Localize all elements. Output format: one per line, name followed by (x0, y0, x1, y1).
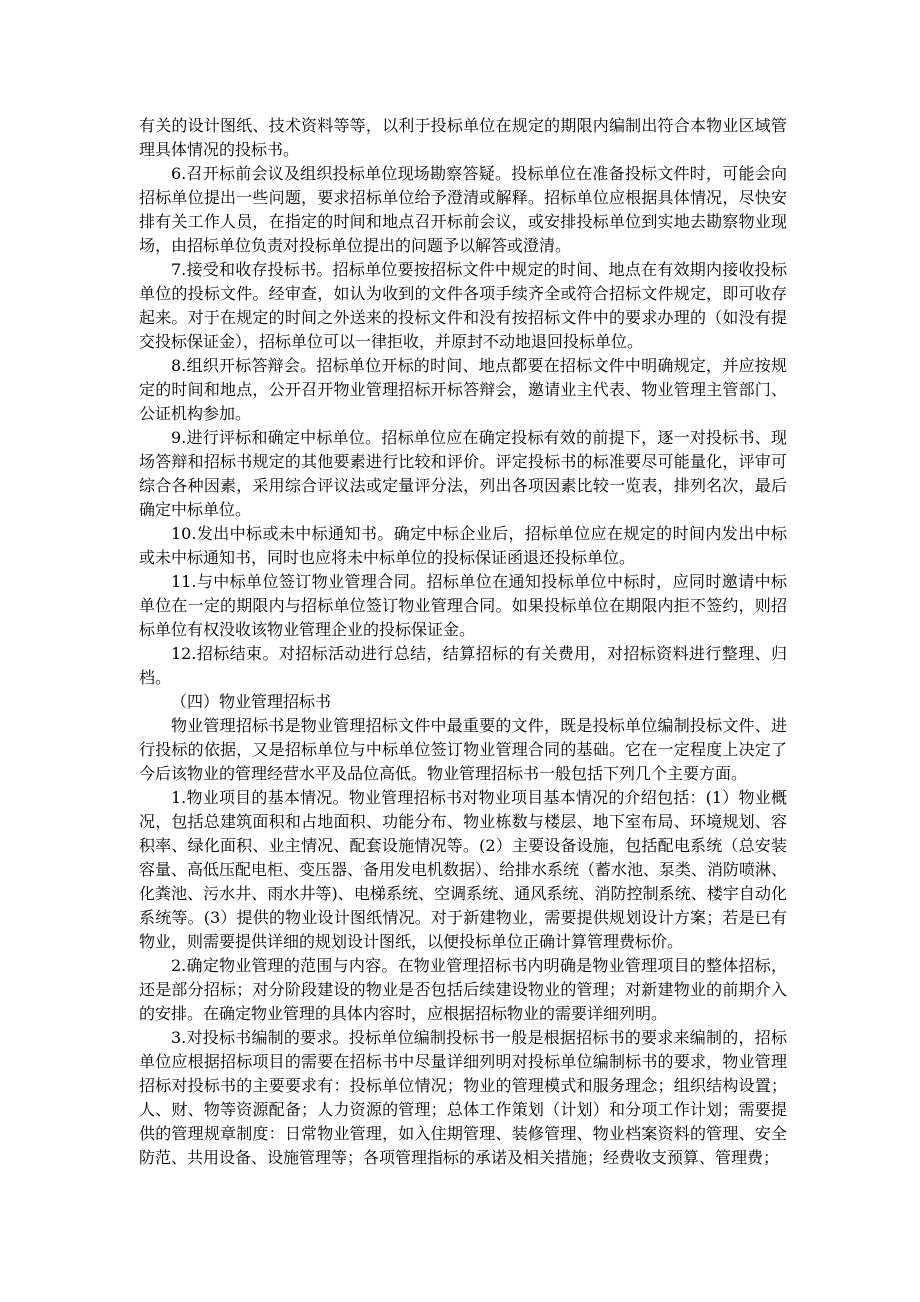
paragraph-item-2: 2.确定物业管理的范围与内容。在物业管理招标书内明确是物业管理项目的整体招标，还是部分招标；对分阶段建设的物业是否包括后续建设物业的管理；对新建物业的前期介入的安排。在确定物业管理的具体内容时，应根据招标物业的需要详细列明。 (139, 956, 787, 1023)
paragraph-step-6: 6.召开标前会议及组织投标单位现场勘察答疑。投标单位在准备投标文件时，可能会向招标单位提出一些问题，要求招标单位给予澄清或解释。招标单位应根据具体情况，尽快安排有关工作人员，在指定的时间和地点召开标前会议，或安排投标单位到实地去勘察物业现场，由招标单位负责对投标单位提出的问题予以解答或澄清。 (139, 164, 787, 255)
section-heading: （四）物业管理招标书 (171, 692, 332, 711)
paragraph-item-1: 1.物业项目的基本情况。物业管理招标书对物业项目基本情况的介绍包括：(1）物业概况，包括总建筑面积和占地面积、功能分布、物业栋数与楼层、地下室布局、环境规划、容积率、绿化面积、业主情况、配套设施情况等。(2）主要设备设施，包括配电系统（总安装容量、高低压配电柜、变压器、备用发电机数据）、给排水系统（蓄水池、泵类、消防喷淋、化粪池、污水井、雨水井等)、电梯系统、空调系统、通风系统、消防控制系统、楼宇自动化系统等。(3）提供的物业设计图纸情况。对于新建物业，需要提供规划设计方案；若是已有物业，则需要提供详细的规划设计图纸，以便投标单位正确计算管理费标价。 (139, 788, 788, 951)
paragraph-item-3: 3.对投标书编制的要求。投标单位编制投标书一般是根据招标书的要求来编制的，招标单位应根据招标项目的需要在招标书中尽量详细列明对投标单位编制标书的要求，物业管理招标对投标书的主要要求有：投标单位情况；物业的管理模式和服务理念；组织结构设置；人、财、物等资源配备；人力资源的管理；总体工作策划（计划）和分项工作计划；需要提供的管理规章制度：日常物业管理，如入住期管理、装修管理、物业档案资料的管理、安全防范、共用设备、设施管理等；各项管理指标的承诺及相关措施；经费收支预算、管理费； (139, 1028, 787, 1167)
paragraph-step-11: 11.与中标单位签订物业管理合同。招标单位在通知投标单位中标时，应同时邀请中标单位在一定的期限内与招标单位签订物业管理合同。如果投标单位在期限内拒不签约，则招标单位有权没收该物业管理企业的投标保证金。 (139, 572, 787, 639)
paragraph-intro: 物业管理招标书是物业管理招标文件中最重要的文件，既是投标单位编制投标文件、进行投标的依据，又是招标单位与中标单位签订物业管理合同的基础。它在一定程度上决定了今后该物业的管理经营水平及品位高低。物业管理招标书一般包括下列几个主要方面。 (139, 716, 787, 783)
document-page (139, 114, 787, 1170)
paragraph-step-12: 12.招标结束。对招标活动进行总结，结算招标的有关费用，对招标资料进行整理、归档。 (139, 644, 787, 687)
paragraph-step-9: 9.进行评标和确定中标单位。招标单位应在确定投标有效的前提下，逐一对投标书、现场答辩和招标书规定的其他要素进行比较和评价。评定投标书的标准要尽可能量化，评审可综合各种因素，采用综合评议法或定量评分法，列出各项因素比较一览表，排列名次，最后确定中标单位。 (139, 428, 787, 519)
paragraph-step-10: 10.发出中标或未中标通知书。确定中标企业后，招标单位应在规定的时间内发出中标或未中标通知书，同时也应将未中标单位的投标保证函退还投标单位。 (139, 524, 787, 567)
paragraph-step-7: 7.接受和收存投标书。招标单位要按招标文件中规定的时间、地点在有效期内接收投标单位的投标文件。经审查，如认为收到的文件各项手续齐全或符合招标文件规定，即可收存起来。对于在规定的时间之外送来的投标文件和没有按招标文件中的要求办理的（如没有提交投标保证金），招标单位可以一律拒收，并原封不动地退回投标单位。 (139, 260, 787, 351)
paragraph-step-8: 8.组织开标答辩会。招标单位开标的时间、地点都要在招标文件中明确规定，并应按规定的时间和地点，公开召开物业管理招标开标答辩会，邀请业主代表、物业管理主管部门、公证机构参加。 (139, 356, 787, 423)
paragraph-continuation: 有关的设计图纸、技术资料等等，以利于投标单位在规定的期限内编制出符合本物业区域管理具体情况的投标书。 (139, 116, 787, 159)
